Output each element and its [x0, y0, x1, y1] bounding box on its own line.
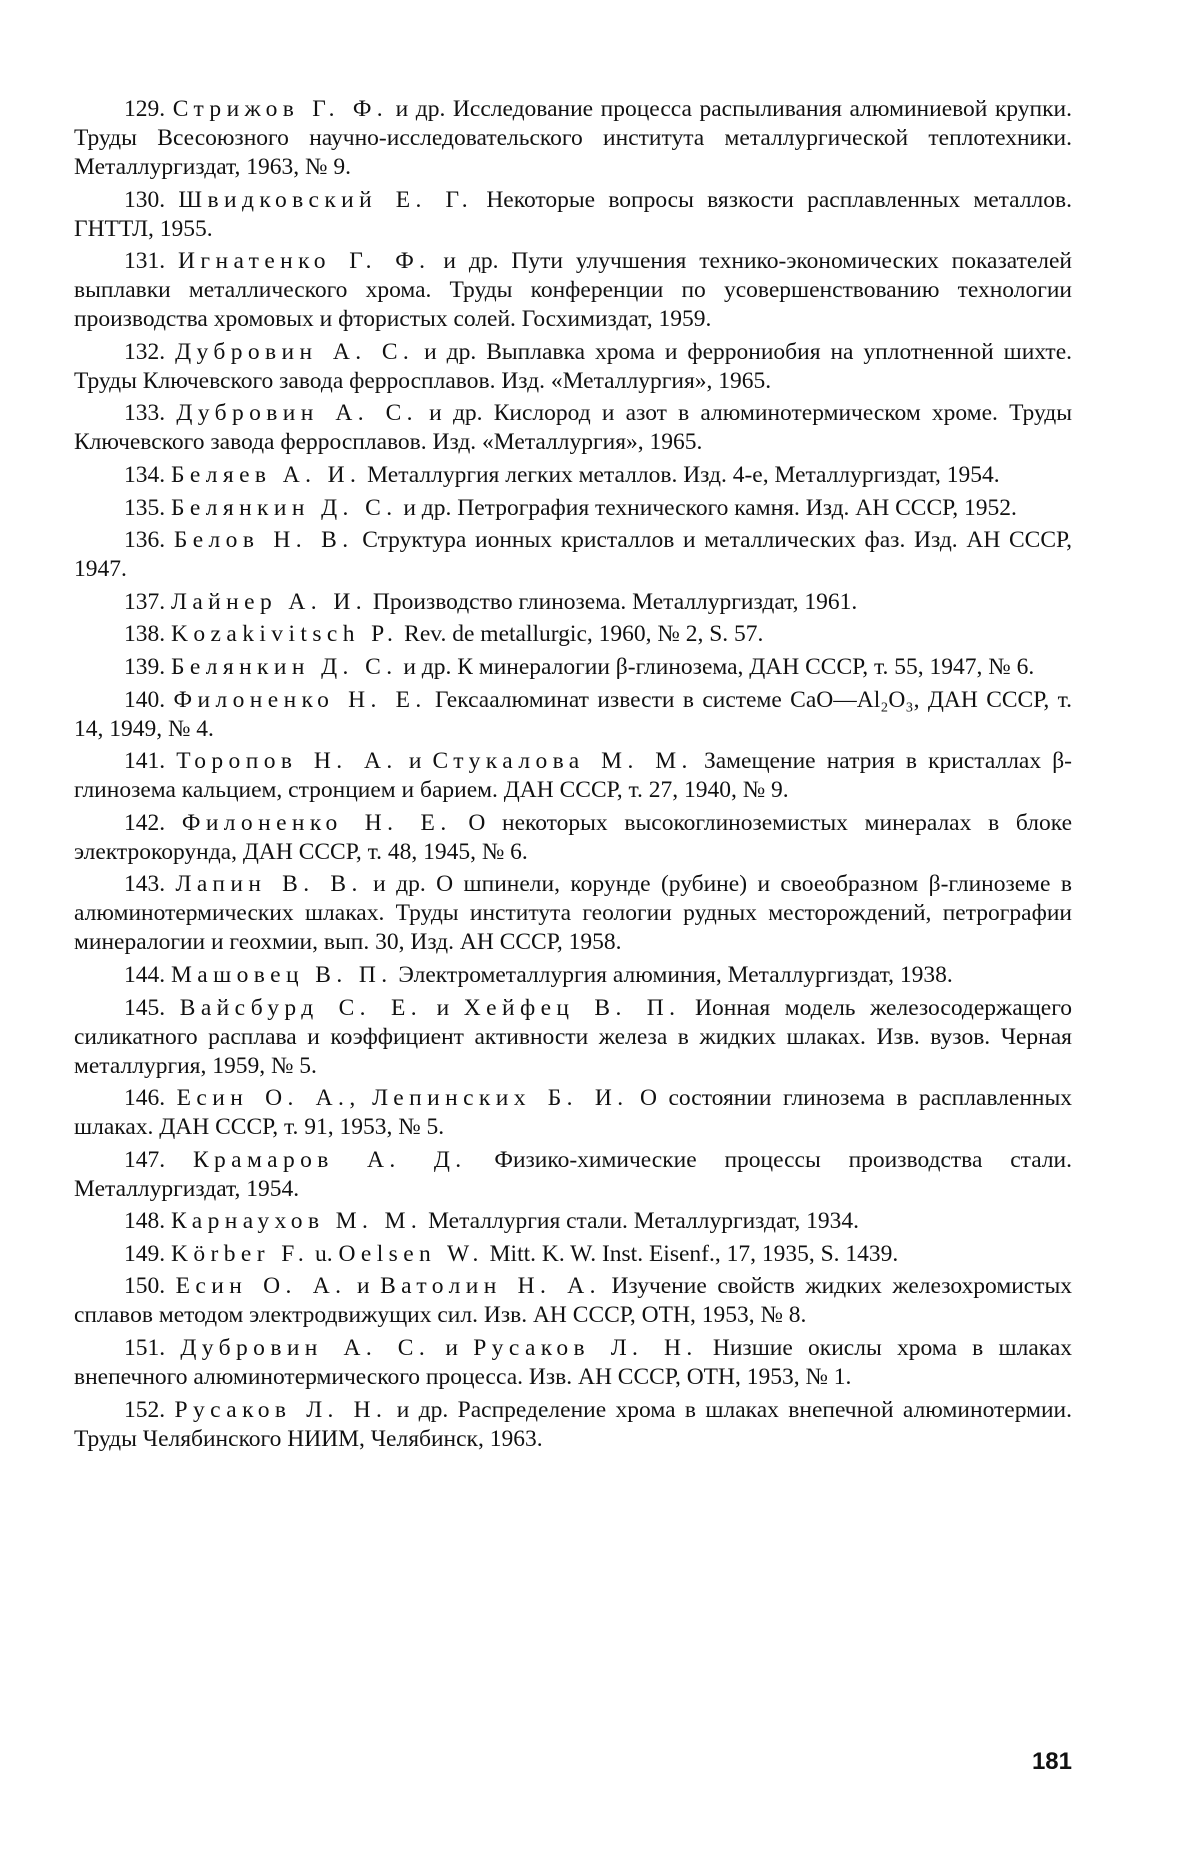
ref-number: 132.: [124, 338, 166, 365]
ref-author: Стрижов Г. Ф.: [172, 96, 389, 122]
ref-connector: [361, 1085, 373, 1111]
ref-number: 152.: [124, 1396, 166, 1423]
ref-number: 139.: [124, 653, 166, 680]
reference-item: [74, 994, 1072, 1081]
ref-text: Электрометаллургия алюминия, Металлургиздат, 1938.: [392, 961, 953, 988]
ref-author: Лепинских Б. И.: [372, 1085, 629, 1112]
reference-item: [74, 526, 1072, 584]
ref-number: 146.: [124, 1085, 166, 1112]
reference-item: [74, 870, 1072, 957]
reference-item: [74, 653, 1072, 682]
ref-text: Замещение натрия в кристаллах β-глинозема кальцием, стронцием и барием. ДАН СССР, т. 27, 1940, № 9.: [74, 748, 1073, 804]
reference-item: [74, 1207, 1072, 1236]
reference-item: [74, 399, 1072, 457]
ref-author: Карнаухов М. М.: [171, 1208, 423, 1235]
ref-author: Вайсбурд С. Е.: [179, 994, 422, 1021]
ref-author: Русаков Л. Н.: [174, 1396, 388, 1423]
ref-text: Некоторые вопросы вязкости расплавленных металлов. ГНТТЛ, 1955.: [74, 186, 1072, 242]
ref-number: 135.: [124, 494, 166, 521]
ref-text: и др. Пути улучшения технико-экономических показателей выплавки металлического хрома. Труды конференции по усовершенствованию технологии производства хромовых и фтористых солей. Госхимиздат, 1959.: [74, 248, 1073, 333]
ref-number: 137.: [124, 588, 166, 615]
ref-author: Лапин В. В.: [175, 871, 363, 898]
ref-author: Швидковский Е. Г.: [178, 186, 474, 213]
page-number: 181: [1031, 1748, 1072, 1775]
ref-number: 134.: [124, 461, 166, 488]
ref-text: и др. Кислород и азот в алюминотермическом хроме. Труды Ключевского завода ферросплавов. Изд. «Металлургия», 1965.: [74, 400, 1072, 456]
reference-item: [74, 686, 1072, 744]
ref-author: Белянкин Д. С.: [171, 494, 398, 521]
ref-text: Низшие окислы хрома в шлаках внепечного алюминотермического процесса. Изв. АН СССР, ОТН, 1953, № 1.: [74, 1335, 1073, 1391]
ref-text: О состоянии глинозема в расплавленных шлаках. ДАН СССР, т. 91, 1953, № 5.: [74, 1085, 1073, 1141]
reference-item: [74, 247, 1072, 334]
ref-text: Структура ионных кристаллов и металлических фаз. Изд. АН СССР, 1947.: [74, 527, 1073, 583]
ref-author: Русаков Л. Н.: [473, 1335, 698, 1362]
ref-author: Дубровин А. С.: [180, 1335, 431, 1362]
ref-number: 143.: [124, 871, 166, 898]
ref-number: 129.: [124, 96, 166, 122]
ref-author: Белов Н. В.: [173, 527, 354, 554]
ref-author: Филоненко Н. Е.: [173, 686, 427, 713]
reference-item: [74, 186, 1072, 244]
ref-author: Торопов Н. А.: [176, 748, 398, 775]
ref-text: Гексаалюминат извести в системе CaO—Al₂O₃, ДАН СССР, т. 14, 1949, № 4.: [74, 686, 1073, 742]
ref-text: и др. Петрография технического камня. Изд. АН СССР, 1952.: [397, 494, 1017, 521]
ref-connector: и: [346, 1273, 381, 1300]
ref-text: и др. Распределение хрома в шлаках внепечной алюминотермии. Труды Челябинского НИИМ, Челябинск, 1963.: [74, 1396, 1072, 1452]
ref-author: Игнатенко Г. Ф.: [178, 248, 431, 275]
ref-connector: u.: [309, 1240, 339, 1267]
ref-author: Филоненко Н. Е.: [181, 809, 452, 836]
reference-item: [74, 1272, 1072, 1330]
ref-author: Körber F.: [171, 1240, 310, 1267]
reference-list: [74, 95, 1072, 1457]
ref-text: и др. Выплавка хрома и феррониобия на уплотненной шихте. Труды Ключевского завода ферросплавов. Изд. «Металлургия», 1965.: [74, 338, 1073, 394]
ref-number: 148.: [124, 1208, 166, 1235]
ref-number: 149.: [124, 1240, 166, 1267]
ref-text: Изучение свойств жидких железохромистых сплавов методом электродвижущих сил. Изв. АН СССР, ОТН, 1953, № 8.: [74, 1273, 1073, 1329]
ref-author: Крамаров А. Д.: [192, 1146, 467, 1173]
ref-text: и др. Исследование процесса распыливания алюминиевой крупки. Труды Всесоюзного научно-исследовательского института металлургической теплотехники. Металлургиздат, 1963, № 9.: [74, 96, 1072, 180]
ref-text: Металлургия стали. Металлургиздат, 1934.: [422, 1208, 859, 1235]
reference-item: [74, 809, 1072, 867]
ref-author: Дубровин А. С.: [175, 338, 415, 365]
ref-number: 142.: [124, 809, 166, 836]
ref-number: 145.: [124, 994, 166, 1021]
ref-author: Kozakivitsch P.: [171, 621, 399, 648]
ref-author: Машовец В. П.: [171, 961, 393, 988]
ref-number: 136.: [124, 527, 166, 554]
ref-text: О некоторых высокоглиноземистых минералах в блоке электрокорунда, ДАН СССР, т. 48, 1945, № 6.: [74, 809, 1073, 865]
ref-number: 138.: [124, 621, 166, 648]
ref-author: Есин О. А.,: [176, 1085, 361, 1112]
ref-number: 133.: [124, 400, 166, 427]
ref-number: 151.: [124, 1335, 166, 1362]
reference-item: [74, 1240, 1072, 1269]
ref-author: Хейфец В. П.: [463, 994, 681, 1021]
reference-item: [74, 620, 1072, 649]
ref-number: 150.: [124, 1273, 166, 1300]
reference-item: [74, 1396, 1072, 1454]
reference-item: [74, 747, 1072, 805]
reference-item: [74, 338, 1072, 396]
ref-number: 140.: [124, 686, 166, 713]
ref-text: Mitt. K. W. Inst. Eisenf., 17, 1935, S. 1439.: [483, 1240, 899, 1267]
ref-connector: и: [421, 994, 464, 1021]
ref-author: Есин О. А.: [175, 1273, 347, 1300]
ref-number: 130.: [124, 186, 166, 213]
ref-text: Металлургия легких металлов. Изд. 4-е, Металлургиздат, 1954.: [361, 461, 1000, 488]
ref-number: 131.: [124, 248, 166, 275]
ref-number: 141.: [124, 748, 166, 775]
ref-connector: и: [397, 748, 433, 775]
ref-author: Беляев А. И.: [171, 461, 362, 488]
ref-author: Стукалова М. М.: [432, 748, 693, 775]
ref-author: Дубровин А. С.: [176, 400, 418, 427]
reference-item: [74, 461, 1072, 490]
ref-author: Белянкин Д. С.: [171, 653, 398, 680]
ref-author: Лайнер А. И.: [171, 588, 368, 615]
ref-number: 144.: [124, 961, 166, 988]
ref-text: и др. О шпинели, корунде (рубине) и своеобразном β-глиноземе в алюминотермических шлаках. Труды института геологии рудных месторождений, петрографии минералогии и геохмии, вып. 30, Изд. АН СССР, 1958.: [74, 871, 1072, 956]
ref-author: Oelsen W.: [338, 1240, 484, 1267]
ref-text: и др. К минералогии β-глинозема, ДАН СССР, т. 55, 1947, № 6.: [397, 653, 1035, 680]
ref-number: 147.: [124, 1146, 166, 1173]
reference-item: [74, 494, 1072, 523]
ref-text: Физико-химические процессы производства стали. Металлургиздат, 1954.: [74, 1146, 1073, 1202]
reference-item: [74, 1146, 1072, 1204]
ref-text: Rev. de metallurgic, 1960, № 2, S. 57.: [398, 621, 764, 648]
ref-text: Ионная модель железосодержащего силикатного расплава и коэффициент активности железа в жидких шлаках. Изв. вузов. Черная металлургия, 1959, № 5.: [74, 994, 1073, 1079]
reference-item: [74, 1084, 1072, 1142]
reference-item: [74, 1334, 1072, 1392]
reference-item: [74, 961, 1072, 990]
ref-author: Ватолин Н. А.: [380, 1273, 601, 1300]
ref-connector: и: [430, 1335, 474, 1362]
reference-item: [74, 95, 1072, 182]
reference-item: [74, 588, 1072, 617]
ref-text: Производство глинозема. Металлургиздат, 1961.: [367, 588, 858, 615]
